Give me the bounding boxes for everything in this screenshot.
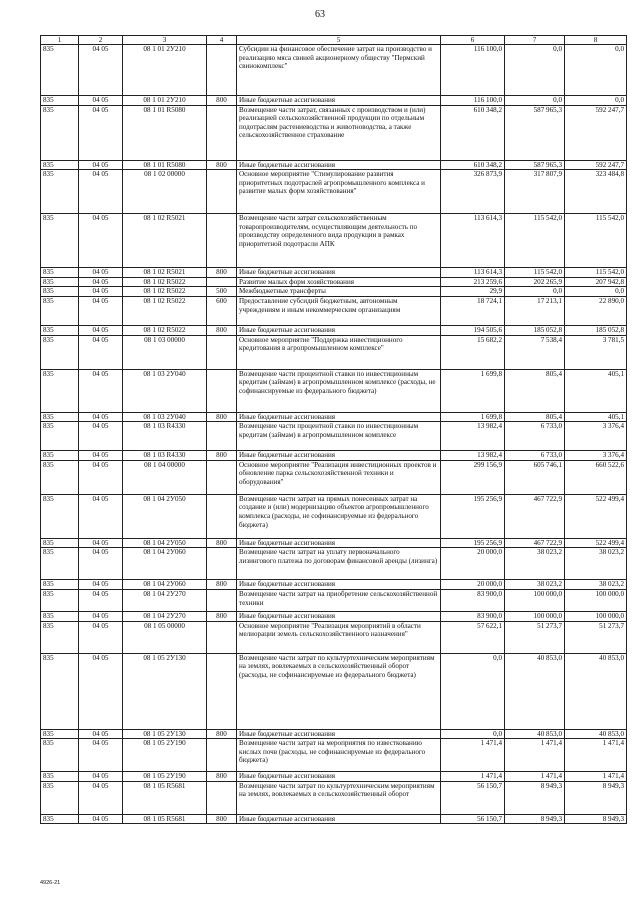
- description-cell: Возмещение части процентной ставки по инвестиционным кредитам (займам) в агропромышленном комплексе: [237, 422, 441, 451]
- admin-code-cell: 835: [41, 653, 79, 729]
- amount-year3-cell: 100 000,0: [565, 611, 627, 621]
- amount-year2-cell: 0,0: [505, 45, 565, 96]
- amount-year2-cell: 115 542,0: [505, 214, 565, 268]
- section-code-cell: 04 05: [79, 772, 123, 782]
- section-code-cell: 04 05: [79, 268, 123, 278]
- section-code-cell: 04 05: [79, 214, 123, 268]
- admin-code-cell: 835: [41, 580, 79, 590]
- expense-type-cell: [207, 621, 237, 653]
- admin-code-cell: 835: [41, 729, 79, 739]
- table-row: [41, 814, 627, 824]
- admin-code-cell: 835: [41, 369, 79, 412]
- amount-year2-cell: 185 052,8: [505, 325, 565, 335]
- amount-year2-cell: 202 265,9: [505, 277, 565, 287]
- section-code-cell: 04 05: [79, 814, 123, 824]
- column-header: 6: [441, 36, 505, 45]
- description-cell: Иные бюджетные ассигнования: [237, 814, 441, 824]
- expense-type-cell: [207, 494, 237, 538]
- table-row: [41, 296, 627, 325]
- admin-code-cell: 835: [41, 214, 79, 268]
- description-cell: Иные бюджетные ассигнования: [237, 611, 441, 621]
- description-cell: Иные бюджетные ассигнования: [237, 580, 441, 590]
- amount-year1-cell: 610 348,2: [441, 160, 505, 170]
- expense-type-cell: 800: [207, 580, 237, 590]
- amount-year1-cell: 29,9: [441, 287, 505, 297]
- table-row: [41, 653, 627, 729]
- section-code-cell: 04 05: [79, 287, 123, 297]
- section-code-cell: 04 05: [79, 538, 123, 548]
- admin-code-cell: 835: [41, 335, 79, 369]
- amount-year3-cell: 3 376,4: [565, 422, 627, 451]
- admin-code-cell: 835: [41, 422, 79, 451]
- expense-type-cell: [207, 170, 237, 214]
- section-code-cell: 04 05: [79, 460, 123, 494]
- admin-code-cell: 835: [41, 325, 79, 335]
- section-code-cell: 04 05: [79, 369, 123, 412]
- amount-year2-cell: 100 000,0: [505, 589, 565, 611]
- amount-year1-cell: 1 471,4: [441, 772, 505, 782]
- amount-year3-cell: 660 522,6: [565, 460, 627, 494]
- description-cell: Возмещение части процентной ставки по инвестиционным кредитам (займам) в агропромышленном комплексе (расходы, не софинансируемые из федерального бюджета): [237, 369, 441, 412]
- table-body: [41, 45, 627, 824]
- target-article-cell: 08 1 01 2У210: [123, 45, 207, 96]
- section-code-cell: 04 05: [79, 170, 123, 214]
- target-article-cell: 08 1 04 2У270: [123, 589, 207, 611]
- admin-code-cell: 835: [41, 96, 79, 106]
- amount-year2-cell: 587 965,3: [505, 160, 565, 170]
- target-article-cell: 08 1 05 00000: [123, 621, 207, 653]
- amount-year1-cell: 18 724,1: [441, 296, 505, 325]
- table-row: [41, 580, 627, 590]
- description-cell: Иные бюджетные ассигнования: [237, 729, 441, 739]
- amount-year1-cell: 194 505,6: [441, 325, 505, 335]
- amount-year2-cell: 6 733,0: [505, 451, 565, 461]
- target-article-cell: 08 1 04 00000: [123, 460, 207, 494]
- target-article-cell: 08 1 03 R4330: [123, 451, 207, 461]
- admin-code-cell: 835: [41, 45, 79, 96]
- table-row: [41, 729, 627, 739]
- target-article-cell: 08 1 02 R5022: [123, 296, 207, 325]
- section-code-cell: 04 05: [79, 589, 123, 611]
- amount-year2-cell: 17 213,1: [505, 296, 565, 325]
- column-header: 3: [123, 36, 207, 45]
- description-cell: Иные бюджетные ассигнования: [237, 451, 441, 461]
- amount-year1-cell: 83 900,0: [441, 589, 505, 611]
- admin-code-cell: 835: [41, 451, 79, 461]
- table-row: [41, 538, 627, 548]
- amount-year1-cell: 1 699,8: [441, 412, 505, 422]
- admin-code-cell: 835: [41, 160, 79, 170]
- target-article-cell: 08 1 02 R5022: [123, 277, 207, 287]
- column-header: 1: [41, 36, 79, 45]
- amount-year2-cell: 605 746,1: [505, 460, 565, 494]
- amount-year1-cell: 1 471,4: [441, 739, 505, 772]
- amount-year3-cell: 3 781,5: [565, 335, 627, 369]
- expense-type-cell: 800: [207, 729, 237, 739]
- amount-year3-cell: 0,0: [565, 96, 627, 106]
- amount-year3-cell: 51 273,7: [565, 621, 627, 653]
- amount-year2-cell: 467 722,9: [505, 494, 565, 538]
- expense-type-cell: [207, 589, 237, 611]
- table-row: [41, 45, 627, 96]
- section-code-cell: 04 05: [79, 105, 123, 160]
- amount-year2-cell: 115 542,0: [505, 268, 565, 278]
- description-cell: Основное мероприятие "Поддержка инвестиционного кредитования в агропромышленном комплексе": [237, 335, 441, 369]
- table-row: [41, 287, 627, 297]
- admin-code-cell: 835: [41, 781, 79, 814]
- amount-year1-cell: 116 100,0: [441, 45, 505, 96]
- target-article-cell: 08 1 01 2У210: [123, 96, 207, 106]
- target-article-cell: 08 1 04 2У060: [123, 548, 207, 580]
- target-article-cell: 08 1 03 2У040: [123, 412, 207, 422]
- amount-year1-cell: 0,0: [441, 653, 505, 729]
- admin-code-cell: 835: [41, 296, 79, 325]
- target-article-cell: 08 1 04 2У270: [123, 611, 207, 621]
- section-code-cell: 04 05: [79, 548, 123, 580]
- amount-year3-cell: 115 542,0: [565, 214, 627, 268]
- expense-type-cell: 600: [207, 296, 237, 325]
- description-cell: Основное мероприятие "Стимулирование развития приоритетных подотраслей агропромышленного комплекса и развитие малых форм хозяйствования": [237, 170, 441, 214]
- target-article-cell: 08 1 05 2У190: [123, 739, 207, 772]
- section-code-cell: 04 05: [79, 160, 123, 170]
- expense-type-cell: 800: [207, 160, 237, 170]
- amount-year2-cell: 0,0: [505, 96, 565, 106]
- section-code-cell: 04 05: [79, 739, 123, 772]
- amount-year2-cell: 8 949,3: [505, 781, 565, 814]
- expense-type-cell: [207, 214, 237, 268]
- amount-year1-cell: 113 614,3: [441, 214, 505, 268]
- target-article-cell: 08 1 04 2У050: [123, 494, 207, 538]
- amount-year2-cell: 1 471,4: [505, 772, 565, 782]
- table-row: [41, 548, 627, 580]
- amount-year1-cell: 113 614,3: [441, 268, 505, 278]
- table-row: [41, 214, 627, 268]
- description-cell: Возмещение части затрат на мероприятия по известкованию кислых почв (расходы, не софинансируемые из федерального бюджета): [237, 739, 441, 772]
- amount-year1-cell: 20 000,0: [441, 548, 505, 580]
- amount-year3-cell: 3 376,4: [565, 451, 627, 461]
- admin-code-cell: 835: [41, 538, 79, 548]
- description-cell: Возмещение части затрат на прямых понесенных затрат на создание и (или) модернизацию объектов агропромышленного комплекса (расходы, не софинансируемые из федерального бюджета): [237, 494, 441, 538]
- amount-year1-cell: 57 622,1: [441, 621, 505, 653]
- table-row: [41, 451, 627, 461]
- amount-year3-cell: 38 023,2: [565, 580, 627, 590]
- amount-year2-cell: 38 023,2: [505, 580, 565, 590]
- expense-type-cell: [207, 422, 237, 451]
- section-code-cell: 04 05: [79, 412, 123, 422]
- section-code-cell: 04 05: [79, 494, 123, 538]
- amount-year3-cell: 1 471,4: [565, 772, 627, 782]
- section-code-cell: 04 05: [79, 422, 123, 451]
- amount-year1-cell: 299 156,9: [441, 460, 505, 494]
- admin-code-cell: 835: [41, 611, 79, 621]
- amount-year2-cell: 467 722,9: [505, 538, 565, 548]
- table-row: [41, 105, 627, 160]
- description-cell: Основное мероприятие "Реализация инвестиционных проектов и обновление парка сельскохозяйственной техники и оборудования": [237, 460, 441, 494]
- amount-year3-cell: 522 499,4: [565, 538, 627, 548]
- admin-code-cell: 835: [41, 268, 79, 278]
- amount-year2-cell: 7 538,4: [505, 335, 565, 369]
- target-article-cell: 08 1 04 2У050: [123, 538, 207, 548]
- admin-code-cell: 835: [41, 814, 79, 824]
- table-row: [41, 494, 627, 538]
- amount-year2-cell: 0,0: [505, 287, 565, 297]
- target-article-cell: 08 1 05 2У130: [123, 729, 207, 739]
- amount-year3-cell: 405,1: [565, 412, 627, 422]
- amount-year1-cell: 1 699,8: [441, 369, 505, 412]
- expense-type-cell: [207, 45, 237, 96]
- admin-code-cell: 835: [41, 589, 79, 611]
- amount-year1-cell: 83 900,0: [441, 611, 505, 621]
- column-header: 8: [565, 36, 627, 45]
- table-row: [41, 335, 627, 369]
- table-row: [41, 589, 627, 611]
- section-code-cell: 04 05: [79, 335, 123, 369]
- target-article-cell: 08 1 05 2У130: [123, 653, 207, 729]
- expense-type-cell: 800: [207, 451, 237, 461]
- expense-type-cell: [207, 781, 237, 814]
- description-cell: Возмещение части затрат на уплату первоначального лизингового платежа по договорам финансовой аренды (лизинга): [237, 548, 441, 580]
- amount-year1-cell: 213 259,6: [441, 277, 505, 287]
- description-cell: Субсидии на финансовое обеспечение затрат на производство и реализацию мяса свиней акционерному обществу "Пермский свинокомплекс": [237, 45, 441, 96]
- description-cell: Межбюджетные трансферты: [237, 287, 441, 297]
- section-code-cell: 04 05: [79, 653, 123, 729]
- description-cell: Иные бюджетные ассигнования: [237, 412, 441, 422]
- amount-year3-cell: 38 023,2: [565, 548, 627, 580]
- description-cell: Иные бюджетные ассигнования: [237, 160, 441, 170]
- amount-year1-cell: 13 982,4: [441, 451, 505, 461]
- target-article-cell: 08 1 05 R5681: [123, 814, 207, 824]
- amount-year1-cell: 13 982,4: [441, 422, 505, 451]
- amount-year2-cell: 805,4: [505, 369, 565, 412]
- expense-type-cell: 800: [207, 325, 237, 335]
- description-cell: Возмещение части затрат на приобретение сельскохозяйственной техники: [237, 589, 441, 611]
- amount-year3-cell: 207 942,8: [565, 277, 627, 287]
- column-header: 7: [505, 36, 565, 45]
- target-article-cell: 08 1 03 R4330: [123, 422, 207, 451]
- description-cell: Иные бюджетные ассигнования: [237, 268, 441, 278]
- description-cell: Возмещение части затрат по культуртехническим мероприятиям на землях, вовлекаемых в сельскохозяйственный оборот (расходы, не софинансируемые из федерального бюджета): [237, 653, 441, 729]
- table-row: [41, 268, 627, 278]
- amount-year3-cell: 592 247,7: [565, 105, 627, 160]
- target-article-cell: 08 1 02 R5021: [123, 268, 207, 278]
- table-row: [41, 781, 627, 814]
- description-cell: Возмещение части затрат сельскохозяйственным товаропроизводителям, осуществляющим деятельность по производству определенного вида продукции в рамках приоритетной подотрасли АПК: [237, 214, 441, 268]
- section-code-cell: 04 05: [79, 451, 123, 461]
- table-row: [41, 621, 627, 653]
- description-cell: Иные бюджетные ассигнования: [237, 96, 441, 106]
- section-code-cell: 04 05: [79, 781, 123, 814]
- amount-year1-cell: 56 150,7: [441, 814, 505, 824]
- target-article-cell: 08 1 02 00000: [123, 170, 207, 214]
- section-code-cell: 04 05: [79, 611, 123, 621]
- amount-year1-cell: 0,0: [441, 729, 505, 739]
- column-header: 5: [237, 36, 441, 45]
- description-cell: Иные бюджетные ассигнования: [237, 772, 441, 782]
- admin-code-cell: 835: [41, 105, 79, 160]
- expense-type-cell: 800: [207, 611, 237, 621]
- target-article-cell: 08 1 02 R5022: [123, 287, 207, 297]
- page-number: 63: [315, 9, 325, 20]
- expense-type-cell: [207, 548, 237, 580]
- target-article-cell: 08 1 05 2У190: [123, 772, 207, 782]
- amount-year3-cell: 40 853,0: [565, 653, 627, 729]
- target-article-cell: 08 1 02 R5022: [123, 325, 207, 335]
- amount-year1-cell: 195 256,9: [441, 538, 505, 548]
- target-article-cell: 08 1 04 2У060: [123, 580, 207, 590]
- amount-year3-cell: 592 247,7: [565, 160, 627, 170]
- expense-type-cell: [207, 277, 237, 287]
- amount-year3-cell: 115 542,0: [565, 268, 627, 278]
- amount-year1-cell: 116 100,0: [441, 96, 505, 106]
- table-row: [41, 96, 627, 106]
- admin-code-cell: 835: [41, 412, 79, 422]
- amount-year2-cell: 1 471,4: [505, 739, 565, 772]
- amount-year3-cell: 1 471,4: [565, 739, 627, 772]
- table-header-row: [41, 36, 627, 45]
- expense-type-cell: 800: [207, 772, 237, 782]
- admin-code-cell: 835: [41, 460, 79, 494]
- amount-year1-cell: 15 682,2: [441, 335, 505, 369]
- table-row: [41, 460, 627, 494]
- table-row: [41, 277, 627, 287]
- amount-year2-cell: 805,4: [505, 412, 565, 422]
- section-code-cell: 04 05: [79, 621, 123, 653]
- section-code-cell: 04 05: [79, 296, 123, 325]
- admin-code-cell: 835: [41, 621, 79, 653]
- table-row: [41, 170, 627, 214]
- amount-year2-cell: 100 000,0: [505, 611, 565, 621]
- section-code-cell: 04 05: [79, 580, 123, 590]
- amount-year2-cell: 40 853,0: [505, 653, 565, 729]
- amount-year2-cell: 40 853,0: [505, 729, 565, 739]
- amount-year3-cell: 8 949,3: [565, 814, 627, 824]
- table-row: [41, 160, 627, 170]
- description-cell: Возмещение части затрат по культуртехническим мероприятиям на землях, вовлекаемых в сельскохозяйственный оборот: [237, 781, 441, 814]
- amount-year1-cell: 56 150,7: [441, 781, 505, 814]
- expense-type-cell: [207, 460, 237, 494]
- section-code-cell: 04 05: [79, 45, 123, 96]
- section-code-cell: 04 05: [79, 325, 123, 335]
- description-cell: Возмещение части затрат, связанных с производством и (или) реализацией сельскохозяйственной продукции по отдельным подотраслям растениеводства и животноводства, а также сельскохозяйственное страхование: [237, 105, 441, 160]
- expense-type-cell: [207, 105, 237, 160]
- amount-year1-cell: 326 873,9: [441, 170, 505, 214]
- table-row: [41, 772, 627, 782]
- amount-year1-cell: 195 256,9: [441, 494, 505, 538]
- expense-type-cell: 800: [207, 814, 237, 824]
- expense-type-cell: [207, 739, 237, 772]
- admin-code-cell: 835: [41, 170, 79, 214]
- admin-code-cell: 835: [41, 277, 79, 287]
- expense-type-cell: 800: [207, 412, 237, 422]
- description-cell: Развитие малых форм хозяйствования: [237, 277, 441, 287]
- amount-year2-cell: 8 949,3: [505, 814, 565, 824]
- amount-year2-cell: 6 733,0: [505, 422, 565, 451]
- admin-code-cell: 835: [41, 548, 79, 580]
- amount-year2-cell: 587 965,3: [505, 105, 565, 160]
- admin-code-cell: 835: [41, 772, 79, 782]
- amount-year3-cell: 405,1: [565, 369, 627, 412]
- amount-year2-cell: 317 807,9: [505, 170, 565, 214]
- amount-year3-cell: 0,0: [565, 45, 627, 96]
- column-header: 2: [79, 36, 123, 45]
- amount-year3-cell: 40 853,0: [565, 729, 627, 739]
- target-article-cell: 08 1 01 R5080: [123, 160, 207, 170]
- document-code: 4926-21: [40, 880, 61, 886]
- amount-year1-cell: 610 348,2: [441, 105, 505, 160]
- table-row: [41, 611, 627, 621]
- section-code-cell: 04 05: [79, 277, 123, 287]
- section-code-cell: 04 05: [79, 729, 123, 739]
- table-row: [41, 412, 627, 422]
- amount-year3-cell: 22 890,0: [565, 296, 627, 325]
- section-code-cell: 04 05: [79, 96, 123, 106]
- amount-year3-cell: 323 484,8: [565, 170, 627, 214]
- description-cell: Основное мероприятие "Реализация мероприятий в области мелиорации земель сельскохозяйственного назначения": [237, 621, 441, 653]
- table-row: [41, 369, 627, 412]
- expense-type-cell: [207, 335, 237, 369]
- description-cell: Предоставление субсидий бюджетным, автономным учреждениям и иным некоммерческим организациям: [237, 296, 441, 325]
- amount-year3-cell: 8 949,3: [565, 781, 627, 814]
- target-article-cell: 08 1 01 R5080: [123, 105, 207, 160]
- amount-year3-cell: 0,0: [565, 287, 627, 297]
- admin-code-cell: 835: [41, 287, 79, 297]
- expense-type-cell: [207, 653, 237, 729]
- target-article-cell: 08 1 03 2У040: [123, 369, 207, 412]
- amount-year3-cell: 185 052,8: [565, 325, 627, 335]
- amount-year3-cell: 522 499,4: [565, 494, 627, 538]
- table-row: [41, 325, 627, 335]
- expense-type-cell: [207, 369, 237, 412]
- expense-type-cell: 800: [207, 268, 237, 278]
- column-header: 4: [207, 36, 237, 45]
- amount-year2-cell: 38 023,2: [505, 548, 565, 580]
- description-cell: Иные бюджетные ассигнования: [237, 325, 441, 335]
- table-row: [41, 422, 627, 451]
- expense-type-cell: 800: [207, 96, 237, 106]
- description-cell: Иные бюджетные ассигнования: [237, 538, 441, 548]
- expense-type-cell: 800: [207, 538, 237, 548]
- amount-year2-cell: 51 273,7: [505, 621, 565, 653]
- target-article-cell: 08 1 02 R5021: [123, 214, 207, 268]
- amount-year1-cell: 20 000,0: [441, 580, 505, 590]
- table-row: [41, 739, 627, 772]
- admin-code-cell: 835: [41, 739, 79, 772]
- budget-table: [40, 35, 627, 824]
- expense-type-cell: 500: [207, 287, 237, 297]
- target-article-cell: 08 1 03 00000: [123, 335, 207, 369]
- admin-code-cell: 835: [41, 494, 79, 538]
- target-article-cell: 08 1 05 R5681: [123, 781, 207, 814]
- amount-year3-cell: 100 000,0: [565, 589, 627, 611]
